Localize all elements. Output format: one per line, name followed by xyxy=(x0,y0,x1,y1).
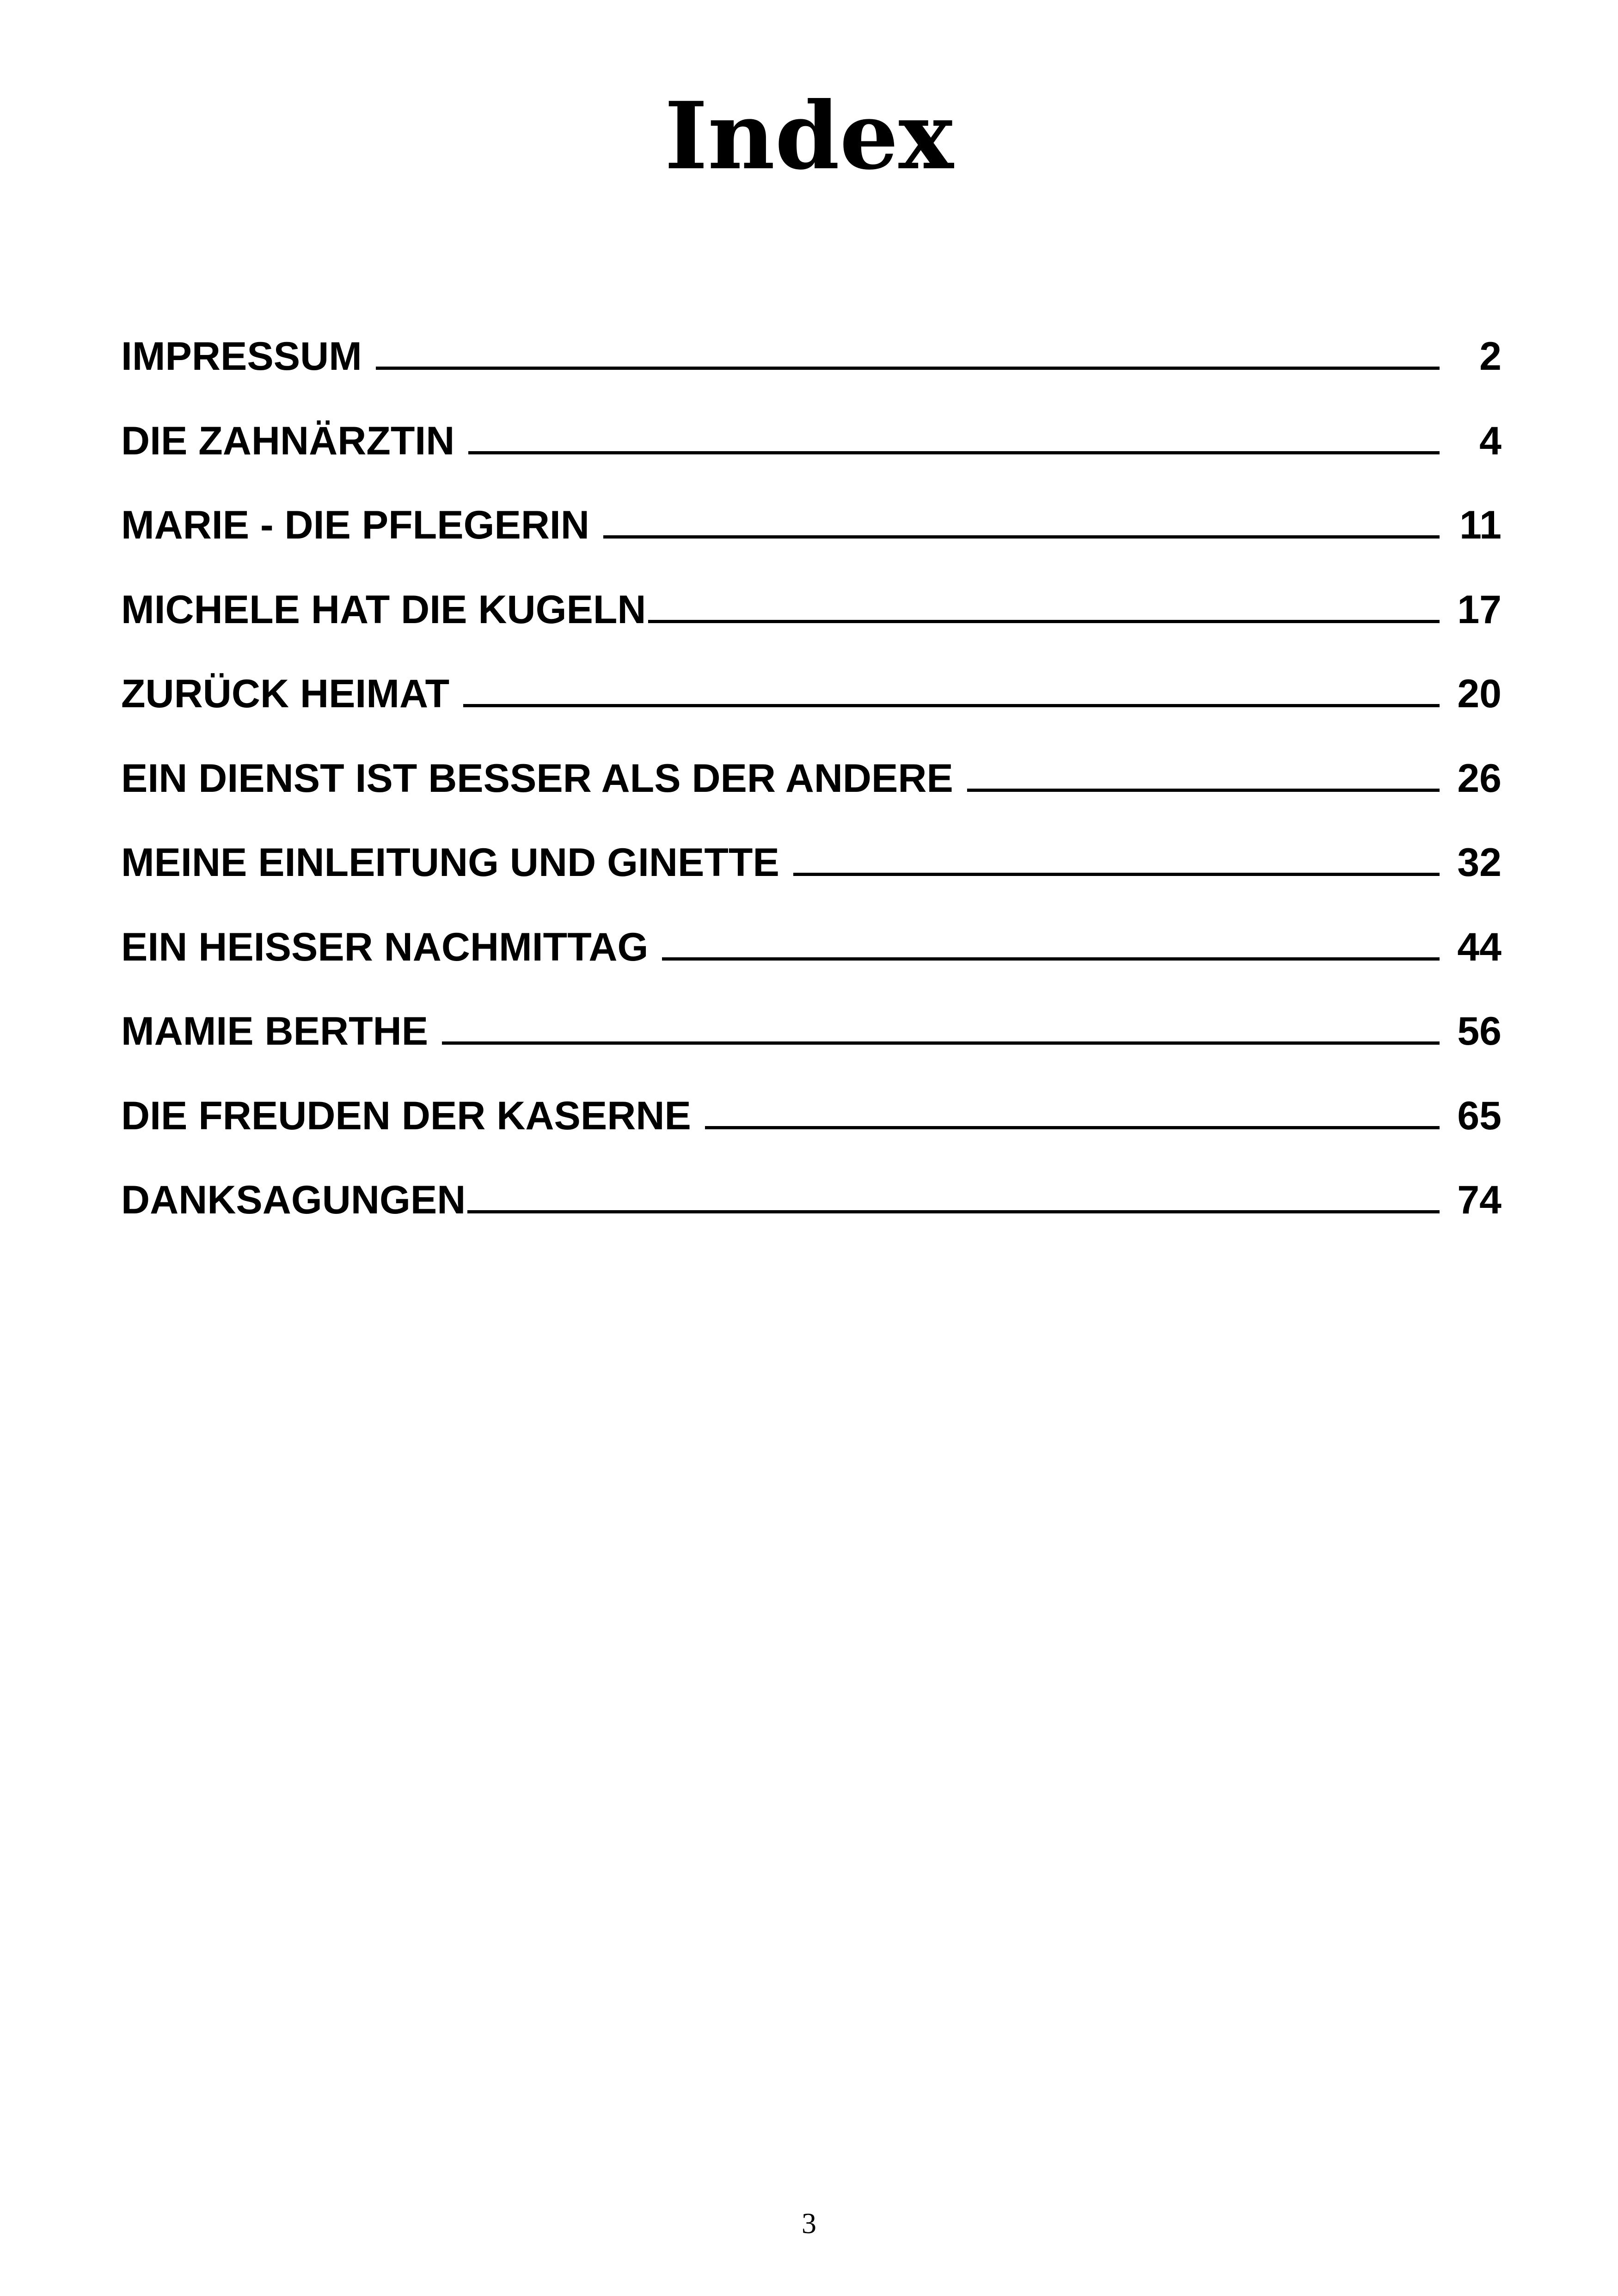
toc-entry-page: 17 xyxy=(1457,587,1502,632)
toc-entry-page: 11 xyxy=(1459,503,1502,547)
toc-leader-line xyxy=(603,535,1440,539)
toc-entry-meine-einleitung-und-ginette[interactable] xyxy=(121,840,1502,925)
toc-leader-line xyxy=(648,620,1440,623)
toc-entry-title: EIN DIENST IST BESSER ALS DER ANDERE xyxy=(121,756,953,801)
toc-entry-page: 32 xyxy=(1457,840,1502,885)
toc-entry-impressum[interactable] xyxy=(121,334,1502,418)
toc-leader-line xyxy=(793,873,1440,876)
toc-entry-die-zahnaerztin[interactable] xyxy=(121,418,1502,503)
toc-entry-page: 2 xyxy=(1479,334,1502,379)
toc-entry-die-freuden-der-kaserne[interactable] xyxy=(121,1093,1502,1178)
table-of-contents xyxy=(121,334,1502,1262)
toc-entry-title: ZURÜCK HEIMAT xyxy=(121,672,450,716)
toc-leader-line xyxy=(376,367,1440,370)
toc-entry-title: DANKSAGUNGEN xyxy=(121,1178,466,1222)
toc-entry-ein-heisser-nachmittag[interactable] xyxy=(121,925,1502,1009)
toc-entry-page: 65 xyxy=(1457,1093,1502,1138)
toc-entry-title: MICHELE HAT DIE KUGELN xyxy=(121,587,646,632)
toc-entry-page: 20 xyxy=(1457,672,1502,716)
toc-entry-marie-die-pflegerin[interactable] xyxy=(121,502,1502,587)
toc-entry-page: 26 xyxy=(1457,756,1502,801)
toc-entry-page: 56 xyxy=(1457,1009,1502,1053)
toc-entry-danksagungen[interactable] xyxy=(121,1177,1502,1262)
toc-entry-ein-dienst-ist-besser[interactable] xyxy=(121,756,1502,840)
page-number: 3 xyxy=(802,2207,816,2240)
toc-leader-line xyxy=(967,789,1440,792)
toc-leader-line xyxy=(662,957,1440,961)
toc-entry-title: MAMIE BERTHE xyxy=(121,1009,429,1053)
toc-leader-line xyxy=(463,704,1440,707)
toc-entry-title: MEINE EINLEITUNG UND GINETTE xyxy=(121,840,779,885)
toc-entry-title: DIE ZAHNÄRZTIN xyxy=(121,418,455,463)
toc-entry-title: EIN HEISSER NACHMITTAG xyxy=(121,925,649,969)
toc-leader-line xyxy=(468,451,1440,454)
toc-leader-line xyxy=(467,1210,1440,1213)
toc-entry-title: MARIE - DIE PFLEGERIN xyxy=(121,503,589,547)
toc-entry-title: DIE FREUDEN DER KASERNE xyxy=(121,1093,691,1138)
toc-leader-line xyxy=(442,1041,1440,1045)
toc-entry-mamie-berthe[interactable] xyxy=(121,1009,1502,1093)
toc-entry-michele-hat-die-kugeln[interactable] xyxy=(121,587,1502,672)
toc-entry-zurueck-heimat[interactable] xyxy=(121,671,1502,756)
page-title: Index xyxy=(664,82,954,190)
toc-entry-title: IMPRESSUM xyxy=(121,334,362,379)
toc-entry-page: 4 xyxy=(1479,418,1502,463)
toc-entry-page: 74 xyxy=(1457,1178,1502,1222)
toc-leader-line xyxy=(705,1126,1440,1129)
toc-entry-page: 44 xyxy=(1457,925,1502,969)
